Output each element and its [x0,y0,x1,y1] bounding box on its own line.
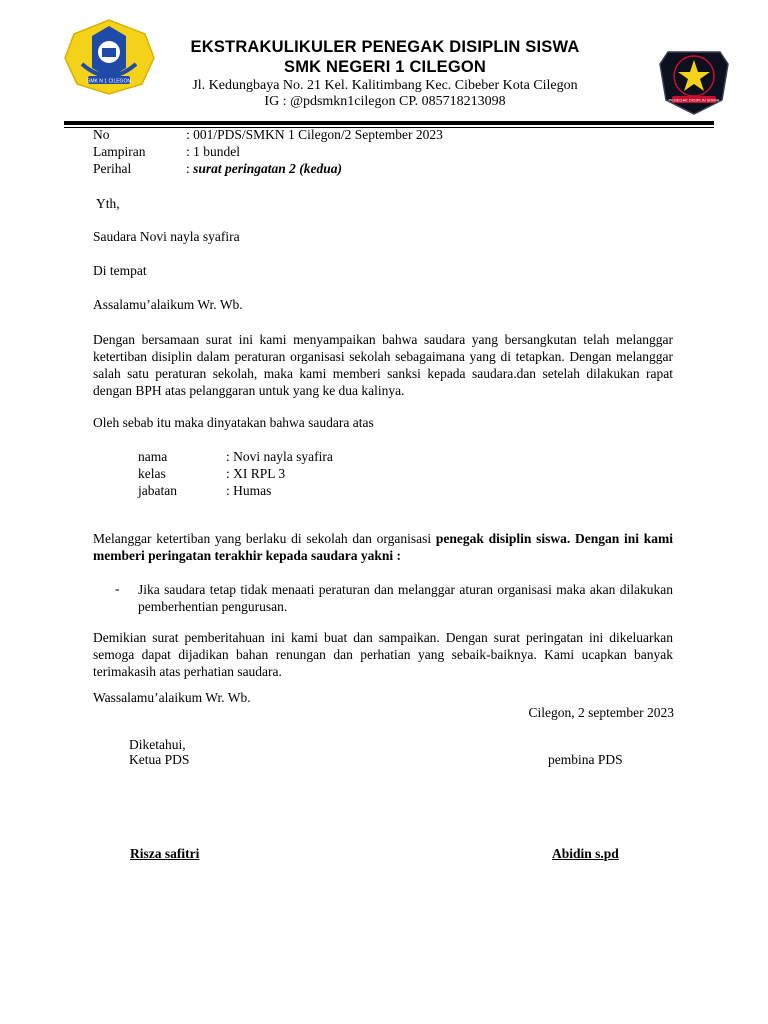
left-signer-name: Risza safitri [130,846,200,861]
address: Jl. Kedungbaya No. 21 Kel. Kalitimbang Kec. Cibeber Kota Cilegon [192,78,578,93]
right-signer-name: Abidin s.pd [552,846,619,861]
greeting: Assalamu’alaikum Wr. Wb. [93,297,243,312]
paragraph-1: Dengan bersamaan surat ini kami menyampaikan bahwa saudara yang bersangkutan telah melanggar ketertiban disiplin dalam peraturan organisasi sekolah sebagaimana yang di tetapkan. Dengan melanggar salah satu peraturan sekolah, maka kami memberi sanksi kepada saudara.dan setelah dilakukan rapat dengan BPH atas pelanggaran untuk yang ke dua kalinya. [93,332,673,398]
pds-logo [658,44,730,116]
bullet-text: Jika saudara tetap tidak menaati peraturan dan melanggar aturan organisasi maka akan dilakukan pemberhentian pengurusan. [138,582,673,614]
place: Di tempat [93,263,147,278]
school-name: SMK NEGERI 1 CILEGON [283,58,487,76]
bullet-dash: - [115,581,120,596]
salutation: Yth, [96,196,120,211]
org-name: EKSTRAKULIKULER PENEGAK DISIPLIN SISWA [190,38,580,56]
contact: IG : @pdsmkn1cilegon CP. 085718213098 [264,94,506,109]
closing: Wassalamu’alaikum Wr. Wb. [93,690,251,705]
identity-nama: nama : Novi nayla syafira [138,449,333,464]
svg-text:PENEGAK DISIPLIN SISWA: PENEGAK DISIPLIN SISWA [668,97,720,103]
school-logo [62,18,157,96]
diketahui: Diketahui, [129,737,186,752]
place-date: Cilegon, 2 september 2023 [528,705,674,720]
recipient: Saudara Novi nayla syafira [93,229,240,244]
identity-intro: Oleh sebab itu maka dinyatakan bahwa saudara atas [93,415,374,430]
header-rule [64,121,714,125]
identity-kelas: kelas : XI RPL 3 [138,466,286,481]
svg-text:SMK N 1 CILEGON: SMK N 1 CILEGON [87,78,131,85]
paragraph-2: Melanggar ketertiban yang berlaku di sekolah dan organisasi penegak disiplin siswa. Dengan ini kami memberi peringatan terakhir kepada saudara yakni : [93,531,673,563]
subject: Perihal : surat peringatan 2 (kedua) [93,161,343,176]
left-signer-title: Ketua PDS [129,752,190,767]
letter-number: No : 001/PDS/SMKN 1 Cilegon/2 September 2023 [93,127,443,142]
right-signer-title: pembina PDS [548,752,623,767]
attachment: Lampiran : 1 bundel [93,144,240,159]
identity-jabatan: jabatan : Humas [138,483,272,498]
paragraph-3: Demikian surat pemberitahuan ini kami buat dan sampaikan. Dengan surat peringatan ini dikeluarkan semoga dapat dijadikan bahan renungan dan perhatian yang sebaik-baiknya. Kami ucapkan banyak terimakasih atas perhatian saudara. [93,630,673,679]
